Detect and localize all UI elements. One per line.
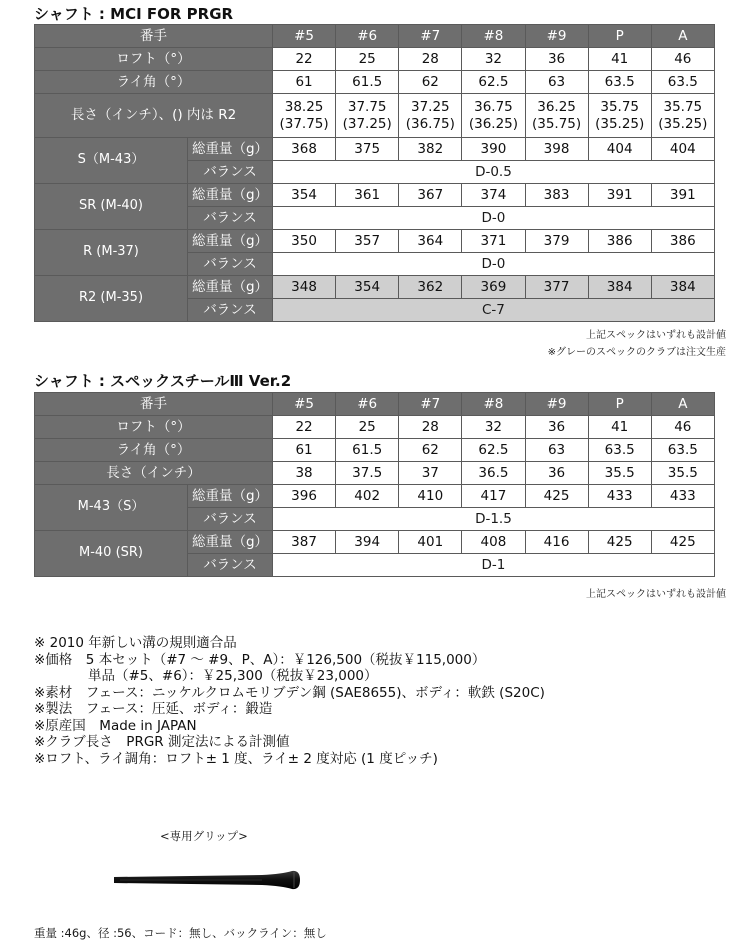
balance-value: C-7 bbox=[273, 299, 715, 322]
length-value: 36.5 bbox=[462, 462, 525, 485]
lie-value: 61.5 bbox=[336, 71, 399, 94]
loft-value: 28 bbox=[399, 416, 462, 439]
shaft-name: M-40 (SR) bbox=[35, 531, 188, 577]
weight-row bbox=[35, 138, 715, 161]
length-value: 36.25 (35.75) bbox=[525, 94, 588, 138]
lie-value: 62 bbox=[399, 71, 462, 94]
weight-value: 386 bbox=[651, 230, 714, 253]
weight-value: 382 bbox=[399, 138, 462, 161]
lie-value: 63.5 bbox=[588, 439, 651, 462]
loft-row bbox=[35, 416, 715, 439]
lie-row bbox=[35, 71, 715, 94]
header-col: #9 bbox=[525, 25, 588, 48]
header-col: P bbox=[588, 25, 651, 48]
weight-value: 387 bbox=[273, 531, 336, 554]
header-row bbox=[35, 393, 715, 416]
table2-title: シャフト : スペックスチールⅢ Ver.2 bbox=[34, 372, 292, 390]
note-line: ※ロフト、ライ調角：ロフト± 1 度、ライ± 2 度対応 (1 度ピッチ) bbox=[34, 750, 438, 767]
balance-label: バランス bbox=[188, 554, 273, 577]
loft-label: ロフト（°） bbox=[35, 48, 273, 71]
weight-value: 375 bbox=[336, 138, 399, 161]
shaft-name: R2 (M-35) bbox=[35, 276, 188, 322]
weight-value: 398 bbox=[525, 138, 588, 161]
weight-value: 361 bbox=[336, 184, 399, 207]
lie-value: 63.5 bbox=[651, 439, 714, 462]
length-row bbox=[35, 94, 715, 138]
table1-note-2: ※グレーのスペックのクラブは注文生産 bbox=[547, 347, 726, 358]
weight-value: 374 bbox=[462, 184, 525, 207]
table1-note-1: 上記スペックはいずれも設計値 bbox=[586, 330, 726, 341]
loft-value: 28 bbox=[399, 48, 462, 71]
note-line: ※素材 フェース：ニッケルクロムモリブデン鋼 (SAE8655)、ボディ：軟鉄 (S20C) bbox=[34, 684, 545, 701]
weight-value: 390 bbox=[462, 138, 525, 161]
lie-row bbox=[35, 439, 715, 462]
balance-value: D-1.5 bbox=[273, 508, 715, 531]
header-col: #9 bbox=[525, 393, 588, 416]
weight-value: 404 bbox=[588, 138, 651, 161]
lie-value: 62.5 bbox=[462, 71, 525, 94]
weight-value: 362 bbox=[399, 276, 462, 299]
loft-value: 32 bbox=[462, 416, 525, 439]
balance-label: バランス bbox=[188, 161, 273, 184]
header-col: #5 bbox=[273, 25, 336, 48]
shaft-name: S（M-43） bbox=[35, 138, 188, 184]
weight-value: 371 bbox=[462, 230, 525, 253]
header-col: #7 bbox=[399, 393, 462, 416]
loft-row bbox=[35, 48, 715, 71]
loft-value: 36 bbox=[525, 48, 588, 71]
weight-value: 417 bbox=[462, 485, 525, 508]
header-col: A bbox=[651, 25, 714, 48]
weight-value: 386 bbox=[588, 230, 651, 253]
weight-value: 354 bbox=[273, 184, 336, 207]
header-col: P bbox=[588, 393, 651, 416]
weight-value: 357 bbox=[336, 230, 399, 253]
balance-value: D-0 bbox=[273, 207, 715, 230]
note-line: 単品（#5、#6）：￥25,300（税抜￥23,000） bbox=[34, 668, 378, 684]
length-value: 38.25 (37.75) bbox=[273, 94, 336, 138]
weight-value: 433 bbox=[588, 485, 651, 508]
lie-value: 63 bbox=[525, 439, 588, 462]
note-line: ※ 2010 年新しい溝の規則適合品 bbox=[34, 635, 237, 651]
weight-value: 384 bbox=[651, 276, 714, 299]
weight-value: 394 bbox=[336, 531, 399, 554]
weight-value: 348 bbox=[273, 276, 336, 299]
lie-value: 63 bbox=[525, 71, 588, 94]
lie-value: 63.5 bbox=[588, 71, 651, 94]
shaft-name: M-43（S） bbox=[35, 485, 188, 531]
header-col: #6 bbox=[336, 393, 399, 416]
weight-label: 総重量（g） bbox=[188, 230, 273, 253]
weight-value: 401 bbox=[399, 531, 462, 554]
lie-label: ライ角（°） bbox=[35, 71, 273, 94]
weight-label: 総重量（g） bbox=[188, 138, 273, 161]
weight-value: 408 bbox=[462, 531, 525, 554]
lie-value: 62 bbox=[399, 439, 462, 462]
note-line: ※価格 5 本セット（#7 ～ #9、P、A）：￥126,500（税抜￥115,000） bbox=[34, 651, 486, 668]
table2-note-1: 上記スペックはいずれも設計値 bbox=[586, 589, 726, 600]
lie-value: 61.5 bbox=[336, 439, 399, 462]
shaft-name: R (M-37) bbox=[35, 230, 188, 276]
weight-value: 354 bbox=[336, 276, 399, 299]
spec-table-mci bbox=[34, 24, 715, 322]
weight-value: 383 bbox=[525, 184, 588, 207]
weight-value: 391 bbox=[588, 184, 651, 207]
grip-image bbox=[112, 868, 302, 892]
loft-value: 25 bbox=[336, 416, 399, 439]
header-col: #7 bbox=[399, 25, 462, 48]
note-line: ※原産国 Made in JAPAN bbox=[34, 717, 197, 734]
weight-value: 425 bbox=[525, 485, 588, 508]
loft-value: 46 bbox=[651, 416, 714, 439]
balance-label: バランス bbox=[188, 508, 273, 531]
weight-value: 369 bbox=[462, 276, 525, 299]
weight-value: 433 bbox=[651, 485, 714, 508]
balance-label: バランス bbox=[188, 299, 273, 322]
weight-value: 364 bbox=[399, 230, 462, 253]
weight-label: 総重量（g） bbox=[188, 531, 273, 554]
weight-row bbox=[35, 531, 715, 554]
shaft-name: SR (M-40) bbox=[35, 184, 188, 230]
header-col: #8 bbox=[462, 393, 525, 416]
table1-title: シャフト : MCI FOR PRGR bbox=[34, 5, 234, 23]
loft-label: ロフト（°） bbox=[35, 416, 273, 439]
grip-label: <専用グリップ> bbox=[160, 829, 248, 843]
weight-value: 404 bbox=[651, 138, 714, 161]
length-value: 36 bbox=[525, 462, 588, 485]
weight-value: 425 bbox=[588, 531, 651, 554]
header-col: #8 bbox=[462, 25, 525, 48]
header-label: 番手 bbox=[35, 25, 273, 48]
loft-value: 32 bbox=[462, 48, 525, 71]
bottom-notes bbox=[34, 635, 545, 767]
length-value: 35.75 (35.25) bbox=[651, 94, 714, 138]
weight-value: 402 bbox=[336, 485, 399, 508]
weight-value: 396 bbox=[273, 485, 336, 508]
balance-label: バランス bbox=[188, 253, 273, 276]
balance-value: D-0.5 bbox=[273, 161, 715, 184]
weight-row bbox=[35, 184, 715, 207]
weight-label: 総重量（g） bbox=[188, 485, 273, 508]
weight-value: 391 bbox=[651, 184, 714, 207]
note-line: ※製法 フェース：圧延、ボディ：鍛造 bbox=[34, 701, 273, 717]
loft-value: 25 bbox=[336, 48, 399, 71]
weight-value: 377 bbox=[525, 276, 588, 299]
length-value: 37 bbox=[399, 462, 462, 485]
weight-row bbox=[35, 230, 715, 253]
header-label: 番手 bbox=[35, 393, 273, 416]
weight-row bbox=[35, 485, 715, 508]
header-col: A bbox=[651, 393, 714, 416]
weight-value: 425 bbox=[651, 531, 714, 554]
loft-value: 41 bbox=[588, 416, 651, 439]
weight-value: 416 bbox=[525, 531, 588, 554]
header-col: #6 bbox=[336, 25, 399, 48]
length-value: 37.75 (37.25) bbox=[336, 94, 399, 138]
grip-spec: 重量 :46g、径 :56、コード：無し、バックライン：無し bbox=[34, 926, 327, 940]
header-col: #5 bbox=[273, 393, 336, 416]
header-row bbox=[35, 25, 715, 48]
balance-label: バランス bbox=[188, 207, 273, 230]
length-value: 35.75 (35.25) bbox=[588, 94, 651, 138]
length-value: 36.75 (36.25) bbox=[462, 94, 525, 138]
loft-value: 46 bbox=[651, 48, 714, 71]
length-value: 35.5 bbox=[651, 462, 714, 485]
loft-value: 41 bbox=[588, 48, 651, 71]
lie-value: 63.5 bbox=[651, 71, 714, 94]
note-line: ※クラブ長さ PRGR 測定法による計測値 bbox=[34, 734, 290, 750]
weight-row bbox=[35, 276, 715, 299]
weight-value: 384 bbox=[588, 276, 651, 299]
lie-value: 61 bbox=[273, 439, 336, 462]
lie-value: 62.5 bbox=[462, 439, 525, 462]
weight-value: 367 bbox=[399, 184, 462, 207]
length-row bbox=[35, 462, 715, 485]
weight-label: 総重量（g） bbox=[188, 184, 273, 207]
length-value: 37.5 bbox=[336, 462, 399, 485]
loft-value: 22 bbox=[273, 416, 336, 439]
loft-value: 36 bbox=[525, 416, 588, 439]
balance-value: D-0 bbox=[273, 253, 715, 276]
length-label: 長さ（インチ）、() 内は R2 bbox=[35, 94, 273, 138]
length-label: 長さ（インチ） bbox=[35, 462, 273, 485]
length-value: 35.5 bbox=[588, 462, 651, 485]
weight-value: 379 bbox=[525, 230, 588, 253]
loft-value: 22 bbox=[273, 48, 336, 71]
length-value: 37.25 (36.75) bbox=[399, 94, 462, 138]
lie-value: 61 bbox=[273, 71, 336, 94]
lie-label: ライ角（°） bbox=[35, 439, 273, 462]
weight-value: 350 bbox=[273, 230, 336, 253]
length-value: 38 bbox=[273, 462, 336, 485]
weight-value: 368 bbox=[273, 138, 336, 161]
weight-value: 410 bbox=[399, 485, 462, 508]
balance-value: D-1 bbox=[273, 554, 715, 577]
weight-label: 総重量（g） bbox=[188, 276, 273, 299]
spec-table-specsteel bbox=[34, 392, 715, 577]
